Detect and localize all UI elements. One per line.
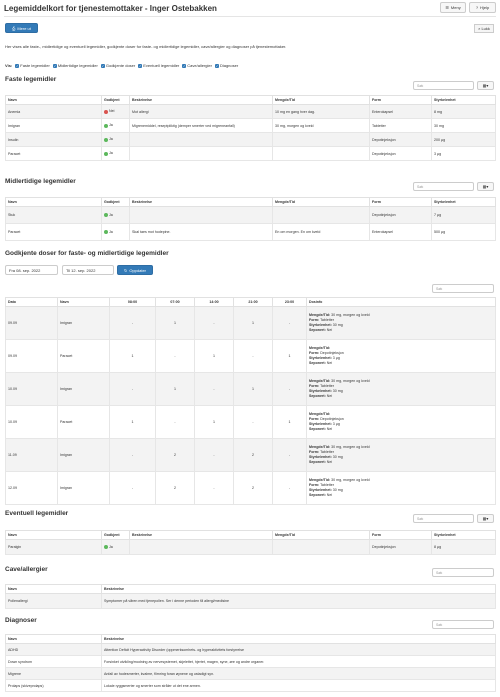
col-time-1[interactable]: 08:00 <box>110 298 156 307</box>
table-row[interactable] <box>6 207 496 224</box>
cell-beskrivelse: Lokale ryggsmerter og smerter som stråler ut det ene armen. <box>102 680 496 692</box>
info-form-value: Depotinjeksjon <box>320 350 344 355</box>
info-styrke-label: Styrke/enhet: <box>309 389 332 393</box>
cell-navn: Anemia <box>6 105 102 119</box>
cell-navn: Insulin <box>6 133 102 147</box>
doser-table <box>5 297 496 505</box>
cell-navn: Paracet <box>58 340 110 373</box>
info-form-label: Form: <box>309 482 320 487</box>
print-icon: ⎙ <box>12 25 16 31</box>
col-mengde[interactable]: Mengde/Tid <box>273 96 370 105</box>
table-row[interactable] <box>6 472 496 505</box>
midlertidige-title: Midlertidige legemidler <box>5 178 76 185</box>
info-seponert-value: Nei <box>326 493 333 498</box>
check-circle-icon <box>104 152 108 156</box>
info-styrke-value: 30 mg <box>332 455 343 459</box>
refresh-button[interactable]: ↻ Oppdater <box>117 265 153 275</box>
table-row[interactable] <box>6 644 496 656</box>
info-seponert <box>309 328 493 333</box>
col-form[interactable]: Form <box>370 198 432 207</box>
cell-dose-4: 1 <box>234 307 273 340</box>
cell-dose-2: 2 <box>156 472 195 505</box>
menu-icon: ☰ <box>445 5 449 10</box>
cell-mengde <box>273 133 370 147</box>
cell-godkjent <box>102 133 130 147</box>
table-row[interactable] <box>6 680 496 692</box>
cell-styrke: 8 mg <box>432 105 496 119</box>
info-seponert-label: Seponert: <box>309 328 326 333</box>
cell-dose-2: 2 <box>156 439 195 472</box>
refresh-icon: ↻ <box>123 267 128 273</box>
cell-dose-3: - <box>195 373 234 406</box>
info-seponert-value: Nei <box>326 328 333 333</box>
table-row[interactable] <box>6 373 496 406</box>
table-row[interactable] <box>6 147 496 161</box>
info-styrke-label: Styrke/enhet: <box>309 422 332 426</box>
cell-dose-4: - <box>234 340 273 373</box>
info-form-label: Form: <box>309 416 320 421</box>
menu-button[interactable]: ☰ Meny <box>440 2 466 13</box>
cell-mengde: En om morgen. En om kveld <box>273 224 370 241</box>
col-time-2[interactable]: 07:00 <box>156 298 195 307</box>
check-circle-icon <box>104 124 108 128</box>
info-form-label: Form: <box>309 350 320 355</box>
col-mengde[interactable]: Mengde/Tid <box>273 198 370 207</box>
cell-dosinfo <box>307 406 496 439</box>
col-styrke[interactable]: Styrke/enhet <box>432 531 496 540</box>
col-godkjent[interactable]: Godkjent <box>102 531 130 540</box>
cell-dose-2: 1 <box>156 373 195 406</box>
godkjent-label: Ja <box>109 137 113 142</box>
info-form-label: Form: <box>309 317 320 322</box>
info-seponert <box>309 427 493 432</box>
info-styrke-value: 3 µg <box>332 356 340 360</box>
cell-styrke: 8 µg <box>432 540 496 555</box>
cell-navn: Paracet <box>6 147 102 161</box>
cell-beskrivelse: Forsinket utvikling/modning av nervesystemet, skjelettet, hjertet, magen, syne, øre og andre organer. <box>102 656 496 668</box>
from-date-input[interactable]: Fra 08. sep. 2022 <box>5 265 58 275</box>
info-seponert-value: Nei <box>326 394 333 399</box>
cell-form: Tabletter <box>370 119 432 133</box>
col-navn[interactable]: Navn <box>6 585 102 594</box>
cell-mengde <box>273 540 370 555</box>
info-form-label: Form: <box>309 449 320 454</box>
cell-dosinfo <box>307 472 496 505</box>
cell-beskrivelse <box>130 147 273 161</box>
cell-dose-2: 1 <box>156 307 195 340</box>
col-navn[interactable]: Navn <box>6 531 102 540</box>
cell-dose-5: - <box>273 373 307 406</box>
cell-styrke: 200 µg <box>432 133 496 147</box>
cell-styrke: 3 µg <box>432 147 496 161</box>
col-navn[interactable]: Navn <box>58 298 110 307</box>
info-mengde-value: 30 mg, morgen og kveld <box>331 444 370 449</box>
cell-navn: ADHD <box>6 644 102 656</box>
cell-beskrivelse: Anfall av hodesmerter, kvalme, flimring foran øynene og ustadigt syn. <box>102 668 496 680</box>
cell-dose-1: 1 <box>110 340 156 373</box>
cell-beskrivelse: Skal taes mot hodepine. <box>130 224 273 241</box>
print-button[interactable]: ⎙ Mere ut <box>5 23 38 33</box>
cell-form: Enterokapsel <box>370 105 432 119</box>
col-dato[interactable]: Dato <box>6 298 58 307</box>
cave-table <box>5 584 496 609</box>
check-circle-icon <box>104 213 108 217</box>
info-mengde-label: Mengde/Tid: <box>309 411 331 416</box>
filter-godkjente[interactable]: ✓ Godkjente doser <box>101 63 136 68</box>
col-navn[interactable]: Navn <box>6 96 102 105</box>
cell-dosinfo <box>307 340 496 373</box>
cell-dose-4: - <box>234 406 273 439</box>
cell-dato: 11.09 <box>6 439 58 472</box>
faste-table <box>5 95 496 161</box>
cell-beskrivelse: Symptomer på våren med tjenepollen. Ser i denne perioden få allergi/medisine <box>102 594 496 609</box>
cell-dato: 10.09 <box>6 406 58 439</box>
diagnoser-search-input[interactable]: Søk <box>432 620 494 629</box>
grid-icon[interactable]: ▦▾ <box>477 81 494 90</box>
doser-tbody <box>6 307 496 505</box>
cell-godkjent <box>102 224 130 241</box>
cell-navn: Down syndrom <box>6 656 102 668</box>
cell-dose-2: - <box>156 340 195 373</box>
cell-dose-4: 2 <box>234 472 273 505</box>
checkbox-icon: ✓ <box>183 63 186 68</box>
table-row[interactable] <box>6 340 496 373</box>
table-row[interactable] <box>6 540 496 555</box>
cave-title: Cave/allergier <box>5 566 48 573</box>
info-styrke-label: Styrke/enhet: <box>309 488 332 492</box>
info-seponert <box>309 460 493 465</box>
info-mengde-label: Mengde/Tid: <box>309 378 331 383</box>
info-mengde-label: Mengde/Tid: <box>309 312 331 317</box>
info-seponert <box>309 361 493 366</box>
cell-godkjent <box>102 147 130 161</box>
cell-dosinfo <box>307 373 496 406</box>
cell-navn: Paracet <box>58 406 110 439</box>
col-beskrivelse[interactable]: Beskrivelse <box>130 531 273 540</box>
cell-beskrivelse <box>130 207 273 224</box>
info-styrke-value: 30 mg <box>332 488 343 492</box>
table-row[interactable] <box>6 406 496 439</box>
table-row[interactable] <box>6 656 496 668</box>
info-form-value: Tabletter <box>320 482 334 487</box>
info-seponert <box>309 493 493 498</box>
cave-tbody <box>6 594 496 609</box>
help-icon: ? <box>475 5 479 10</box>
cell-navn: Imigran <box>58 307 110 340</box>
col-beskrivelse[interactable]: Beskrivelse <box>130 198 273 207</box>
cell-beskrivelse <box>130 540 273 555</box>
table-row[interactable] <box>6 133 496 147</box>
cell-mengde <box>273 147 370 161</box>
cell-dosinfo <box>307 307 496 340</box>
cell-dose-5: - <box>273 472 307 505</box>
cell-dose-5: 1 <box>273 340 307 373</box>
cell-navn: Pollenallergi <box>6 594 102 609</box>
info-form-label: Form: <box>309 383 320 388</box>
check-circle-icon <box>104 545 108 549</box>
cell-mengde: 30 mg, morgen og kveld <box>273 119 370 133</box>
midlertidige-table <box>5 197 496 241</box>
table-row[interactable] <box>6 119 496 133</box>
table-row[interactable] <box>6 439 496 472</box>
intro-text: Her vises alle faste-, midlertidige og eventuell legemidler, godkjente doser for faste- og midlertidige legemidler, cave/allergier og diagnoser på tjenestemottaker. <box>5 44 287 49</box>
cell-beskrivelse: Mot allergi <box>130 105 273 119</box>
info-mengde-label: Mengde/Tid: <box>309 345 331 350</box>
info-seponert-label: Seponert: <box>309 361 326 366</box>
cell-styrke: 500 µg <box>432 224 496 241</box>
cell-dose-3: - <box>195 439 234 472</box>
faste-title: Faste legemidler <box>5 76 57 83</box>
cell-dose-1: 1 <box>110 406 156 439</box>
cell-beskrivelse <box>130 133 273 147</box>
cell-form: Depotinjeksjon <box>370 147 432 161</box>
info-styrke-value: 30 mg <box>332 323 343 327</box>
grid-icon[interactable]: ▦▾ <box>477 182 494 191</box>
cell-dato: 10.09 <box>6 373 58 406</box>
col-navn[interactable]: Navn <box>6 635 102 644</box>
cell-form: Depotinjeksjon <box>370 540 432 555</box>
col-form[interactable]: Form <box>370 531 432 540</box>
filter-eventuell[interactable]: ✓ Eventuell legemidler <box>138 63 180 68</box>
table-row[interactable] <box>6 307 496 340</box>
cell-dose-4: 1 <box>234 373 273 406</box>
eventuell-search-input[interactable]: Søk <box>413 514 474 523</box>
cell-dose-3: 1 <box>195 406 234 439</box>
info-styrke-label: Styrke/enhet: <box>309 455 332 459</box>
godkjent-label: Ja <box>109 212 113 217</box>
cell-dose-2: - <box>156 406 195 439</box>
close-icon: × <box>478 26 481 31</box>
godkjent-label: Ja <box>109 151 113 156</box>
col-form[interactable]: Form <box>370 96 432 105</box>
col-beskrivelse[interactable]: Beskrivelse <box>130 96 273 105</box>
cell-dato: 12.09 <box>6 472 58 505</box>
filter-midlertidige[interactable]: ✓ Midlertidige legemidler <box>53 63 98 68</box>
info-form-value: Tabletter <box>320 449 334 454</box>
x-circle-icon <box>104 110 108 114</box>
table-row[interactable] <box>6 594 496 609</box>
cell-navn: Imigran <box>58 373 110 406</box>
midlertidige-search-input[interactable]: Søk <box>413 182 474 191</box>
cell-dose-3: 1 <box>195 340 234 373</box>
cell-styrke: 30 mg <box>432 119 496 133</box>
info-styrke-value: 3 µg <box>332 422 340 426</box>
cell-navn: Migrene <box>6 668 102 680</box>
info-seponert-label: Seponert: <box>309 427 326 432</box>
filter-faste[interactable]: ✓ Faste legemidler <box>16 63 50 68</box>
info-seponert-value: Nei <box>326 427 333 432</box>
midlertidige-tbody <box>6 207 496 241</box>
faste-tbody <box>6 105 496 161</box>
cell-form: Enterokapsel <box>370 224 432 241</box>
cell-mengde: 10 mg en gang hver dag. <box>273 105 370 119</box>
cell-dose-5: - <box>273 439 307 472</box>
info-styrke-value: 30 mg <box>332 389 343 393</box>
godkjent-label: Ja <box>109 123 113 128</box>
table-row[interactable] <box>6 224 496 241</box>
checkbox-icon: ✓ <box>138 63 142 68</box>
cell-navn: Imigran <box>6 119 102 133</box>
doser-search-input[interactable]: Søk <box>432 284 494 293</box>
godkjent-label: Ja <box>109 544 113 549</box>
doser-title: Godkjente doser for faste- og midlertidige legemidler <box>5 250 169 257</box>
info-mengde-label: Mengde/Tid: <box>309 477 331 482</box>
cell-dose-3: - <box>195 472 234 505</box>
close-button[interactable]: × Lukk <box>474 24 494 33</box>
info-seponert-label: Seponert: <box>309 460 326 465</box>
cell-styrke: 7 µg <box>432 207 496 224</box>
col-mengde[interactable]: Mengde/Tid <box>273 531 370 540</box>
cave-search-input[interactable]: Søk <box>432 568 494 577</box>
cell-dose-5: - <box>273 307 307 340</box>
info-styrke-label: Styrke/enhet: <box>309 323 332 327</box>
info-mengde-value: 30 mg, morgen og kveld <box>331 312 370 317</box>
cell-godkjent <box>102 207 130 224</box>
cell-dose-3: - <box>195 307 234 340</box>
col-time-4[interactable]: 21:00 <box>234 298 273 307</box>
table-row[interactable] <box>6 668 496 680</box>
header-divider <box>4 16 496 17</box>
cell-navn: Imigran <box>58 472 110 505</box>
grid-icon[interactable]: ▦▾ <box>477 514 494 523</box>
cell-navn: Imigran <box>58 439 110 472</box>
cell-dato: 09.09 <box>6 307 58 340</box>
cell-dose-1: - <box>110 373 156 406</box>
col-time-3[interactable]: 14:00 <box>195 298 234 307</box>
info-mengde-value: 30 mg, morgen og kveld <box>331 378 370 383</box>
checkbox-icon: ✓ <box>16 63 19 68</box>
cell-godkjent <box>102 105 130 119</box>
check-circle-icon <box>104 230 108 234</box>
info-form-value: Depotinjeksjon <box>320 416 344 421</box>
cell-form: Depotinjeksjon <box>370 207 432 224</box>
info-seponert-value: Nei <box>326 460 333 465</box>
col-styrke[interactable]: Styrke/enhet <box>432 198 496 207</box>
faste-search-input[interactable]: Søk <box>413 81 474 90</box>
checkbox-icon: ✓ <box>53 63 57 68</box>
info-seponert <box>309 394 493 399</box>
info-mengde-label: Mengde/Tid: <box>309 444 331 449</box>
godkjent-label: Nei <box>109 109 115 114</box>
cell-godkjent <box>102 119 130 133</box>
filter-bar <box>5 63 238 68</box>
cell-navn: Paracet <box>6 224 102 241</box>
filter-cave[interactable]: ✓ Cave/allergier <box>183 63 212 68</box>
col-godkjent[interactable]: Godkjent <box>102 198 130 207</box>
cell-navn: Stuk <box>6 207 102 224</box>
info-form-value: Tabletter <box>320 383 334 388</box>
info-seponert-label: Seponert: <box>309 493 326 498</box>
page-title: Legemiddelkort for tjenestemottaker - Inger Ostebakken <box>4 4 217 13</box>
filter-diagnoser[interactable]: ✓ Diagnoser <box>215 63 239 68</box>
check-circle-icon <box>104 138 108 142</box>
info-form-value: Tabletter <box>320 317 334 322</box>
info-seponert-value: Nei <box>326 361 333 366</box>
cell-beskrivelse: Attention Deficit Hyperactivity Disorder (oppmerksomhets- og hyperaktivitets forstyrrelse <box>102 644 496 656</box>
col-time-5[interactable]: 23:00 <box>273 298 307 307</box>
col-godkjent[interactable]: Godkjent <box>102 96 130 105</box>
eventuell-tbody <box>6 540 496 555</box>
cell-dose-1: - <box>110 307 156 340</box>
col-navn[interactable]: Navn <box>6 198 102 207</box>
filter-label: Vis: <box>5 63 13 68</box>
col-dosinfo[interactable]: Dosinfo <box>307 298 496 307</box>
cell-dato: 09.09 <box>6 340 58 373</box>
info-seponert-label: Seponert: <box>309 394 326 399</box>
diagnoser-tbody <box>6 644 496 692</box>
info-styrke-label: Styrke/enhet: <box>309 356 332 360</box>
checkbox-icon: ✓ <box>101 63 105 68</box>
cell-dosinfo <box>307 439 496 472</box>
diagnoser-table <box>5 634 496 692</box>
diagnoser-title: Diagnoser <box>5 617 37 624</box>
checkbox-icon: ✓ <box>215 63 219 68</box>
to-date-input[interactable]: Til 12. sep. 2022 <box>62 265 114 275</box>
help-button[interactable]: ? Hjelp <box>469 2 496 13</box>
godkjent-label: Ja <box>109 229 113 234</box>
eventuell-table <box>5 530 496 555</box>
col-beskrivelse[interactable]: Beskrivelse <box>102 635 496 644</box>
col-styrke[interactable]: Styrke/enhet <box>432 96 496 105</box>
cell-form: Depotinjeksjon <box>370 133 432 147</box>
col-beskrivelse[interactable]: Beskrivelse <box>102 585 496 594</box>
info-mengde-value: 30 mg, morgen og kveld <box>331 477 370 482</box>
cell-mengde <box>273 207 370 224</box>
cell-navn: Paralgin <box>6 540 102 555</box>
cell-godkjent <box>102 540 130 555</box>
table-row[interactable] <box>6 105 496 119</box>
cell-dose-1: - <box>110 472 156 505</box>
cell-dose-5: 1 <box>273 406 307 439</box>
cell-dose-4: 2 <box>234 439 273 472</box>
cell-beskrivelse: Migrenemiddel, reseptpliktig (demper smerter ved migreneanfall) <box>130 119 273 133</box>
eventuell-title: Eventuell legemidler <box>5 510 69 517</box>
cell-navn: Prolaps (skiveprolaps) <box>6 680 102 692</box>
cell-dose-1: - <box>110 439 156 472</box>
